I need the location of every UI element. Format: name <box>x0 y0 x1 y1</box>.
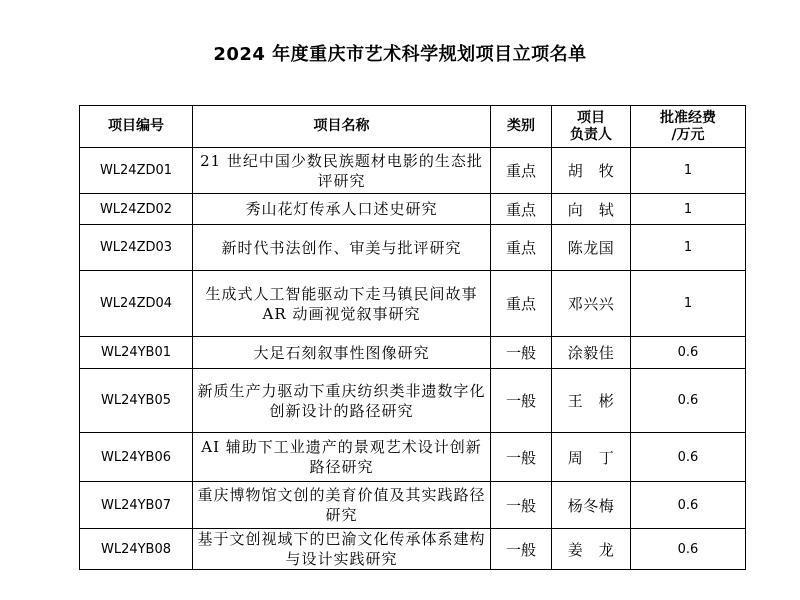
project-name: 基于文创视域下的巴渝文化传承体系建构与设计实践研究 <box>193 529 491 570</box>
header-lead-line2: 负责人 <box>570 126 612 143</box>
table-row <box>80 148 746 194</box>
project-fund: 1 <box>631 225 746 271</box>
table-row <box>80 369 746 433</box>
project-lead: 姜 龙 <box>552 529 631 570</box>
table-row <box>80 529 746 570</box>
project-lead: 杨冬梅 <box>552 482 631 529</box>
project-name: 秀山花灯传承人口述史研究 <box>193 194 491 225</box>
project-name: 重庆博物馆文创的美育价值及其实践路径研究 <box>193 482 491 529</box>
table-header-row <box>80 106 746 148</box>
project-type: 重点 <box>491 148 552 194</box>
project-code: WL24ZD03 <box>80 225 193 271</box>
project-type: 重点 <box>491 194 552 225</box>
project-lead: 王 彬 <box>552 369 631 433</box>
header-fund-line1: 批准经费 <box>660 109 716 126</box>
table-row <box>80 225 746 271</box>
page-title: 2024 年度重庆市艺术科学规划项目立项名单 <box>213 44 587 65</box>
project-fund: 1 <box>631 194 746 225</box>
project-fund: 0.6 <box>631 337 746 369</box>
project-table <box>79 105 746 570</box>
project-name: 21 世纪中国少数民族题材电影的生态批评研究 <box>193 148 491 194</box>
project-lead: 陈龙国 <box>552 225 631 271</box>
header-code: 项目编号 <box>80 106 193 148</box>
project-fund: 0.6 <box>631 369 746 433</box>
project-type: 一般 <box>491 337 552 369</box>
project-name: AI 辅助下工业遗产的景观艺术设计创新路径研究 <box>193 433 491 482</box>
project-code: WL24YB05 <box>80 369 193 433</box>
project-fund: 0.6 <box>631 529 746 570</box>
header-fund <box>631 106 746 148</box>
project-fund: 1 <box>631 271 746 337</box>
project-type: 一般 <box>491 369 552 433</box>
project-fund: 1 <box>631 148 746 194</box>
project-name: 大足石刻叙事性图像研究 <box>193 337 491 369</box>
project-code: WL24YB08 <box>80 529 193 570</box>
table-row <box>80 482 746 529</box>
table-row <box>80 271 746 337</box>
project-code: WL24ZD01 <box>80 148 193 194</box>
project-lead: 邓兴兴 <box>552 271 631 337</box>
header-lead <box>552 106 631 148</box>
project-code: WL24ZD04 <box>80 271 193 337</box>
project-type: 一般 <box>491 433 552 482</box>
project-lead: 胡 牧 <box>552 148 631 194</box>
project-code: WL24YB06 <box>80 433 193 482</box>
project-code: WL24YB01 <box>80 337 193 369</box>
project-code: WL24YB07 <box>80 482 193 529</box>
table-row <box>80 337 746 369</box>
project-type: 重点 <box>491 225 552 271</box>
project-code: WL24ZD02 <box>80 194 193 225</box>
project-type: 重点 <box>491 271 552 337</box>
project-fund: 0.6 <box>631 482 746 529</box>
header-fund-line2: /万元 <box>671 126 705 143</box>
header-lead-line1: 项目 <box>577 109 605 126</box>
project-name: 生成式人工智能驱动下走马镇民间故事 AR 动画视觉叙事研究 <box>193 271 491 337</box>
project-fund: 0.6 <box>631 433 746 482</box>
project-name: 新时代书法创作、审美与批评研究 <box>193 225 491 271</box>
header-name: 项目名称 <box>193 106 491 148</box>
header-type: 类别 <box>491 106 552 148</box>
project-lead: 周 丁 <box>552 433 631 482</box>
project-name: 新质生产力驱动下重庆纺织类非遗数字化创新设计的路径研究 <box>193 369 491 433</box>
project-type: 一般 <box>491 482 552 529</box>
project-lead: 向 轼 <box>552 194 631 225</box>
project-type: 一般 <box>491 529 552 570</box>
table-row <box>80 433 746 482</box>
table-row <box>80 194 746 225</box>
project-lead: 涂毅佳 <box>552 337 631 369</box>
